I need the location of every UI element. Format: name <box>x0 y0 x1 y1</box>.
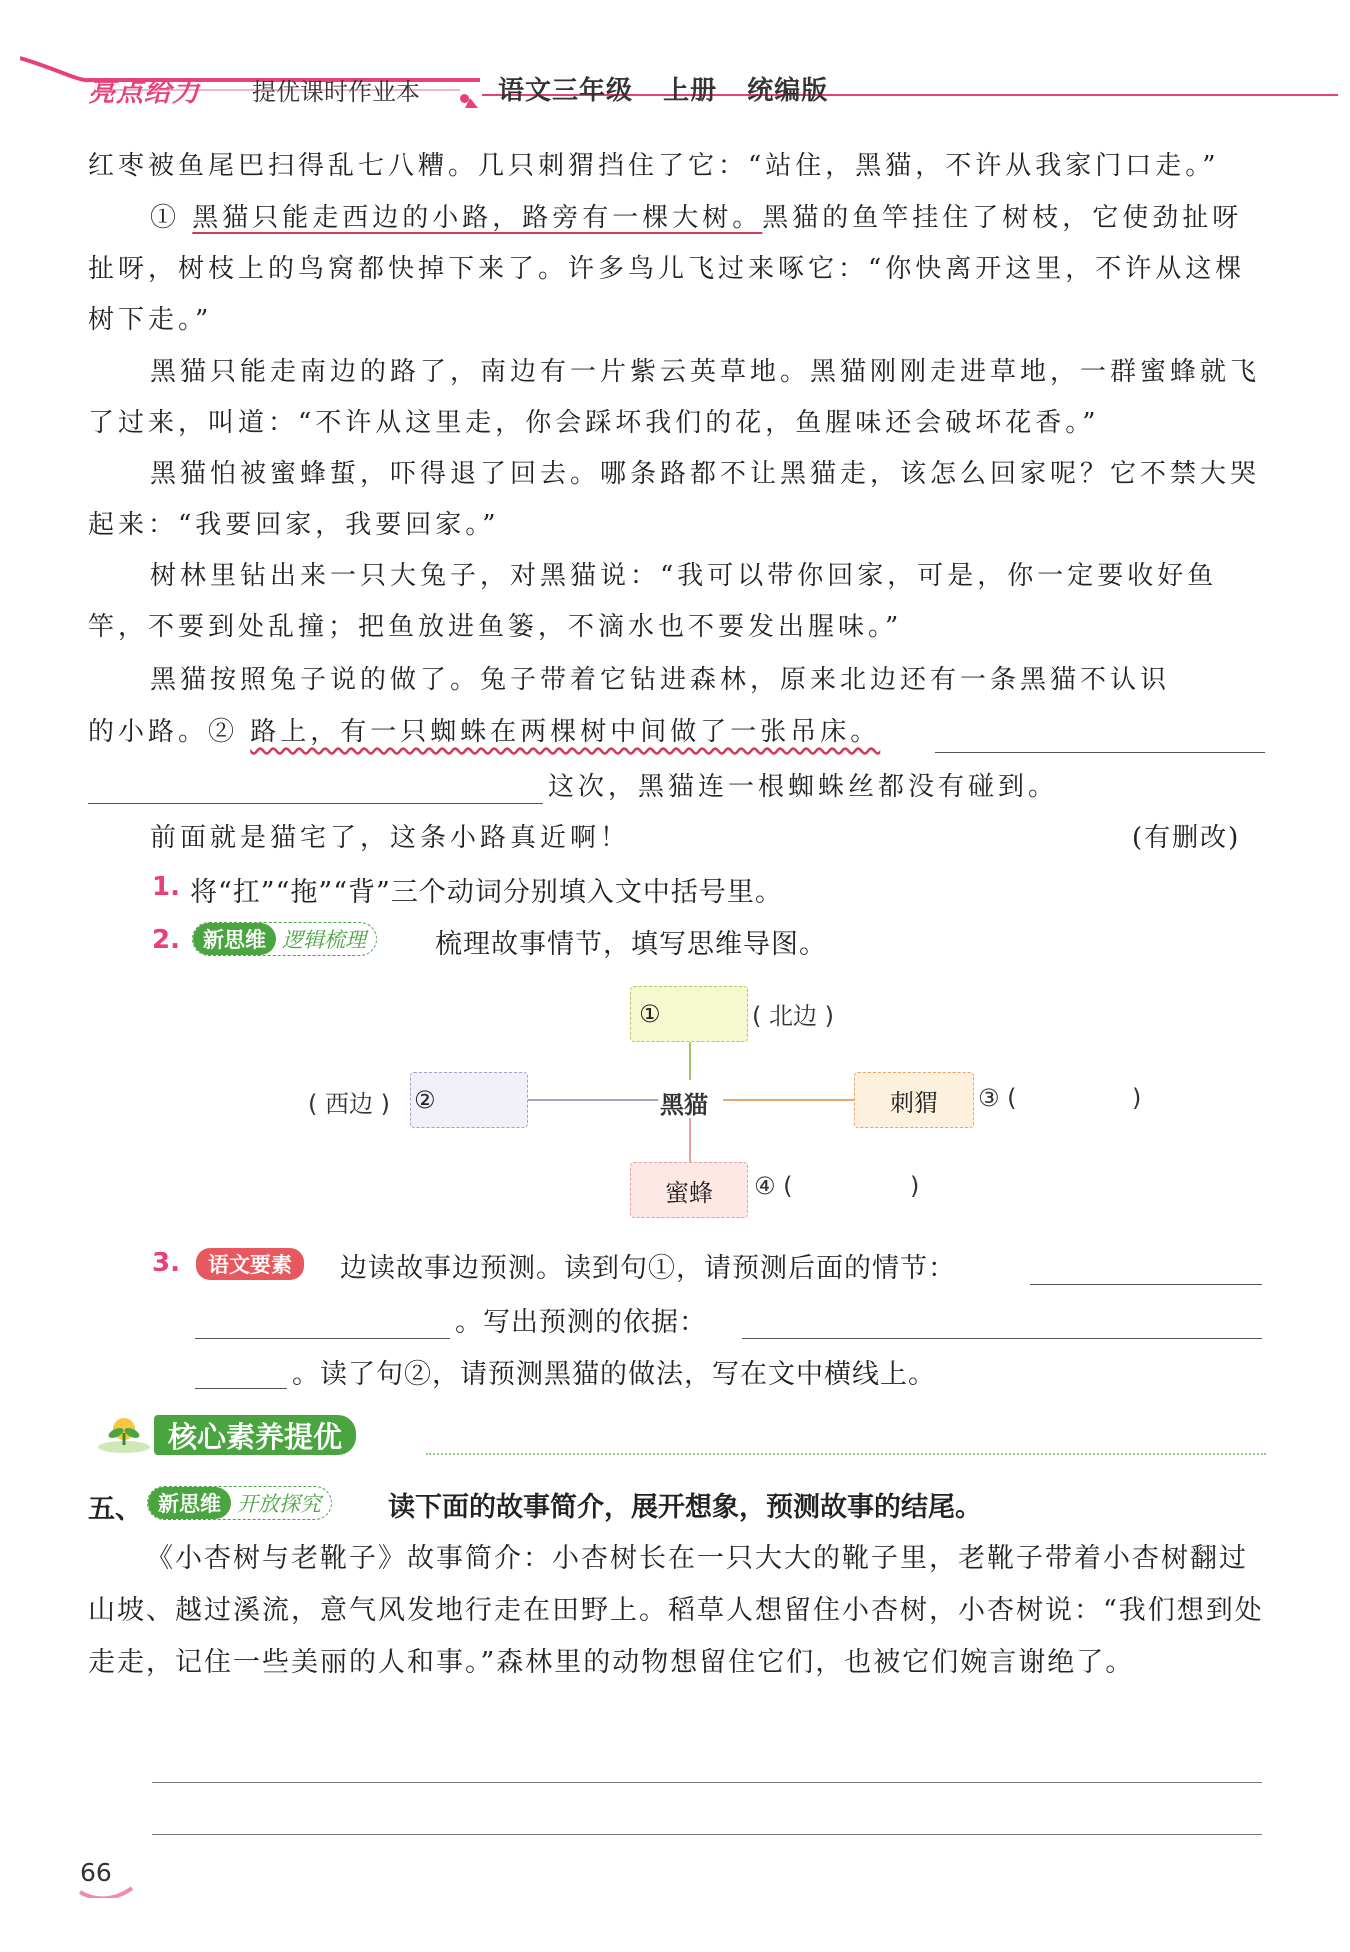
sprout-icon <box>96 1415 156 1455</box>
mindmap-north-direction: ( 北边 ) <box>752 1002 834 1030</box>
mindmap-box-south <box>630 1162 748 1218</box>
question-1-text: 将“扛”“拖”“背”三个动词分别填入文中括号里。 <box>190 877 783 908</box>
grade-text: 语文三年级 上册 统编版 <box>498 76 829 106</box>
section-title: 核心素养提优 <box>154 1415 356 1455</box>
passage-paragraph-3: 黑猫怕被蜜蜂蜇，吓得退了回去。哪条路都不让黑猫走，该怎么回家呢？它不禁大哭起来：“我要回家，我要回家。” <box>88 459 1261 540</box>
passage-p6: 前面就是猫宅了，这条小路真近啊！ <box>150 823 631 853</box>
section-divider <box>426 1453 1266 1455</box>
q3-answer-blank-4[interactable] <box>195 1388 287 1389</box>
tag-label-main: 新思维 <box>148 1487 231 1519</box>
mindmap-south-number: ④ ( <box>754 1172 793 1200</box>
mindmap-west-direction: ( 西边 ) <box>308 1090 390 1118</box>
question-2-number: 2. <box>152 925 180 955</box>
question-5-story-summary: 《小杏树与老靴子》故事简介：小杏树长在一只大大的靴子里，老靴子带着小杏树翻过山坡、越过溪流，意气风发地行走在田野上。稻草人想留住小杏树，小杏树说：“我们想到处走走，记住一些美丽的人和事。”森林里的动物想留住它们，也被它们婉言谢绝了。 <box>88 1543 1264 1678</box>
question-3-line2: 。写出预测的依据： <box>455 1307 707 1338</box>
tag-label-sub: 开放探究 <box>237 1492 321 1516</box>
q3-answer-blank-2[interactable] <box>195 1338 450 1339</box>
tag-label-main: 新思维 <box>193 923 276 955</box>
passage-p5-line1: 黑猫按照兔子说的做了。兔子带着它钻进森林，原来北边还有一条黑猫不认识 <box>150 665 1171 695</box>
mindmap-box-east <box>854 1072 974 1128</box>
passage-line-p0: 红枣被鱼尾巴扫得乱七八糟。几只刺猬挡住了它：“站住，黑猫，不许从我家门口走。” <box>88 151 1220 181</box>
mindmap-west-number: ② <box>414 1086 436 1114</box>
question-3-line3: 。读了句②，请预测黑猫的做法，写在文中横线上。 <box>292 1359 936 1390</box>
mindmap-south-label: 蜜蜂 <box>665 1178 713 1207</box>
tag-chinese-elements: 语文要素 <box>196 1248 304 1280</box>
question-5-title: 读下面的故事简介，展开想象，预测故事的结尾。 <box>388 1492 982 1523</box>
section-bar <box>96 1415 1266 1455</box>
q3-answer-blank-3[interactable] <box>742 1338 1262 1339</box>
passage-p5-line3: 这次，黑猫连一根蜘蛛丝都没有碰到。 <box>548 772 1059 802</box>
passage-paragraph-2: 黑猫只能走南边的路了，南边有一片紫云英草地。黑猫刚刚走进草地，一群蜜蜂就飞了过来，叫道：“不许从这里走，你会踩坏我们的花，鱼腥味还会破坏花香。” <box>88 357 1261 438</box>
mindmap-box-west[interactable] <box>410 1072 528 1128</box>
mindmap-south-close: ) <box>910 1172 920 1200</box>
source-note: (有删改) <box>1132 823 1241 853</box>
tag-new-thinking-open <box>147 1486 332 1520</box>
mindmap-north-number: ① <box>639 1000 661 1028</box>
paragraph-1-rest: 黑猫的鱼竿挂住了树枝，它使劲扯呀扯呀，树枝上的鸟窝都快掉下来了。许多鸟儿飞过来啄它：“你快离开这里，不许从这棵树下走。” <box>88 203 1246 335</box>
q5-answer-line-1[interactable] <box>152 1782 1262 1783</box>
mindmap-east-close: ) <box>1132 1084 1142 1112</box>
page-number: 66 <box>80 1858 112 1887</box>
question-1-number: 1. <box>152 872 180 902</box>
passage-paragraph-4: 树林里钻出来一只大兔子，对黑猫说：“我可以带你回家，可是，你一定要收好鱼竿，不要到处乱撞；把鱼放进鱼篓，不滴水也不要发出腥味。” <box>88 561 1218 642</box>
tag-label-sub: 逻辑梳理 <box>282 928 366 952</box>
question-3-line1: 边读故事边预测。读到句①，请预测后面的情节： <box>340 1253 956 1284</box>
mindmap-box-north[interactable] <box>630 986 748 1042</box>
question-3-number: 3. <box>152 1248 180 1278</box>
wavy-underlined-sentence-2: 路上，有一只蜘蛛在两棵树中间做了一张吊床。 <box>250 717 881 747</box>
q3-answer-blank-1[interactable] <box>1030 1284 1262 1285</box>
mindmap-east-number: ③ ( <box>978 1084 1017 1112</box>
mindmap-east-label: 刺猬 <box>890 1088 938 1117</box>
mindmap-center: 黑猫 <box>660 1091 708 1119</box>
q5-answer-line-2[interactable] <box>152 1834 1262 1835</box>
question-2-text: 梳理故事情节，填写思维导图。 <box>435 929 827 960</box>
brand-logo-text: 亮点给力 <box>88 77 200 108</box>
subbrand-text: 提优课时作业本 <box>252 78 420 106</box>
underlined-sentence-1: 黑猫只能走西边的小路，路旁有一棵大树。 <box>192 203 763 233</box>
question-5-number: 五、 <box>88 1494 142 1525</box>
sentence-mark-1: ① <box>150 203 181 233</box>
p5-line2-start: 的小路。② <box>88 717 251 747</box>
